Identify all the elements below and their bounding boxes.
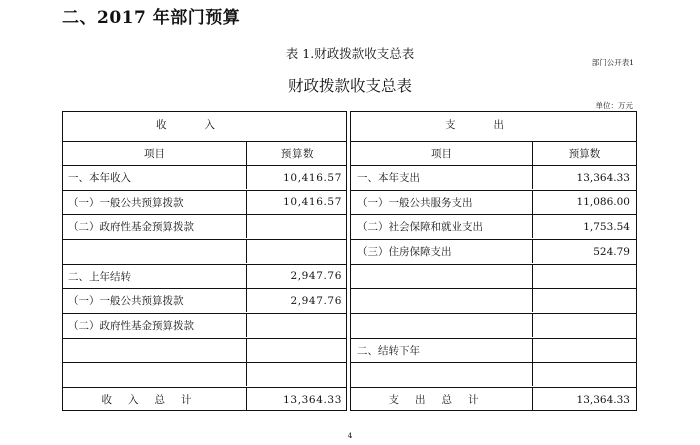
expense-row-amount [533,339,636,362]
expense-table-row [351,239,636,263]
income-row-amount: 10,416.57 [283,171,342,184]
income-table-row [63,165,346,189]
income-header-row [63,112,346,136]
income-col-item: 项目 [63,142,247,165]
income-row-amount: 2,947.76 [290,294,342,307]
expense-panel [350,111,637,411]
expense-row-item: 一、本年支出 [351,166,533,189]
expense-row-item: （二）社会保障和就业支出 [351,215,533,238]
expense-table-row [351,214,636,238]
table-title: 表 1.财政拨款收支总表 [285,46,415,61]
income-row-item: （二）政府性基金预算拨款 [63,215,247,238]
expense-table-row [351,313,636,337]
income-row-item [63,363,247,386]
main-title: 财政拨款收支总表 [287,77,412,95]
expense-row-amount: 13,364.33 [576,171,630,184]
expense-row-amount [533,363,636,386]
expense-row-amount: 11,086.00 [576,196,630,209]
income-total-amount: 13,364.33 [283,393,342,406]
income-row-item [63,240,247,263]
expense-row-item [351,314,533,337]
income-table-row [63,239,346,263]
expense-row-amount [533,289,636,312]
income-row-amount: 2,947.76 [290,270,342,283]
income-table-row [63,214,346,238]
expense-table-row [351,338,636,362]
expense-col-amount: 预算数 [568,148,601,160]
section-heading: 二、2017 年部门预算 [62,8,241,28]
expense-row-amount: 524.79 [593,245,630,258]
expense-row-item: （三）住房保障支出 [351,240,533,263]
income-col-amount: 预算数 [280,148,315,160]
income-row-item: （一）一般公共预算拨款 [63,191,247,214]
income-total-row [63,387,346,411]
expense-row-amount: 1,753.54 [583,220,630,233]
expense-total-label: 支出总计 [388,394,495,406]
income-row-item: （一）一般公共预算拨款 [63,289,247,312]
income-total-label: 收入总计 [101,394,208,406]
page-number: 4 [347,431,353,440]
expense-col-item: 项目 [351,142,533,165]
expense-row-item: 二、结转下年 [351,339,533,362]
income-table-row [63,264,346,288]
expense-row-item [351,289,533,312]
expense-total-amount: 13,364.33 [576,393,630,406]
expense-row-item [351,265,533,288]
expense-header: 支出 [445,118,542,131]
unit-label: 单位：万元 [595,101,633,110]
form-number: 部门公开表1 [591,58,634,67]
expense-row-amount [533,314,636,337]
expense-total-row [351,387,636,411]
expense-table-row [351,288,636,312]
income-row-item: 一、本年收入 [63,166,247,189]
income-table-row [63,338,346,362]
income-table-row [63,313,346,337]
expense-row-item [351,363,533,386]
income-row-item: 二、上年结转 [63,265,247,288]
expense-column-header-row [351,141,636,165]
expense-row-item: （一）一般公共服务支出 [351,191,533,214]
income-row-amount [247,314,348,337]
income-table-row [63,190,346,214]
income-row-amount: 10,416.57 [283,196,342,209]
expense-table-row [351,362,636,386]
income-row-amount [247,363,348,386]
income-table-row [63,288,346,312]
income-table-row [63,362,346,386]
income-row-amount [247,215,348,238]
income-row-amount [247,240,348,263]
expense-header-row [351,112,636,136]
expense-table-row [351,264,636,288]
expense-row-amount [533,265,636,288]
expense-table-row [351,165,636,189]
income-row-item: （二）政府性基金预算拨款 [63,314,247,337]
income-column-header-row [63,141,346,165]
expense-table-row [351,190,636,214]
income-row-item [63,339,247,362]
income-header: 收入 [156,118,253,131]
income-panel [62,111,347,411]
income-row-amount [247,339,348,362]
